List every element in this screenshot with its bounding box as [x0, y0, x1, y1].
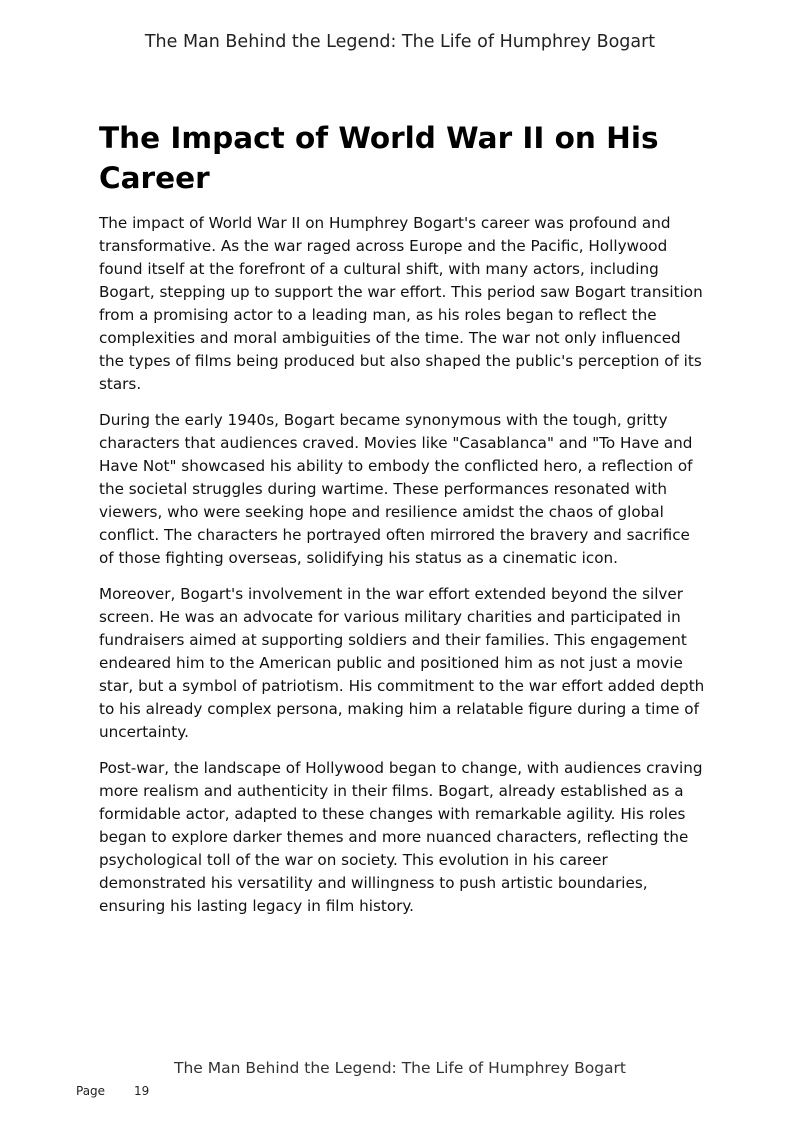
page-label: Page: [76, 1084, 106, 1098]
paragraph-3: Moreover, Bogart's involvement in the war effort extended beyond the silver screen. He was an advocate for various military charities and participated in fundraisers aimed at supporting soldiers and their families. This engagement endeared him to the American public and positioned him as not just a movie star, but a symbol of patriotism. His commitment to the war effort added depth to his already complex persona, making him a relatable figure during a time of uncertainty.: [99, 585, 705, 741]
paragraph-2: During the early 1940s, Bogart became synonymous with the tough, gritty characters that audiences craved. Movies like "Casablanca" and "To Have and Have Not" showcased his ability to embody the conflicted hero, a reflection of the societal struggles during wartime. These performances resonated with viewers, who were seeking hope and resilience amidst the chaos of global conflict. The characters he portrayed often mirrored the bravery and sacrifice of those fighting overseas, solidifying his status as a cinematic icon.: [99, 411, 693, 567]
running-header: The Man Behind the Legend: The Life of Humphrey Bogart: [144, 32, 656, 52]
paragraph-1: The impact of World War II on Humphrey Bogart's career was profound and transformative. As the war raged across Europe and the Pacific, Hollywood found itself at the forefront of a cultural shift, with many actors, including Bogart, stepping up to support the war effort. This period saw Bogart transition from a promising actor to a leading man, as his roles began to reflect the complexities and moral ambiguities of the time. The war not only influenced the types of films being produced but also shaped the public's perception of its stars.: [99, 214, 703, 393]
page-number: 19: [134, 1084, 150, 1098]
chapter-body: [99, 212, 709, 931]
running-footer: The Man Behind the Legend: The Life of Humphrey Bogart: [173, 1059, 626, 1077]
paragraph-4: Post-war, the landscape of Hollywood began to change, with audiences craving more realism and authenticity in their films. Bogart, already established as a formidable actor, adapted to these changes with remarkable agility. His roles began to explore darker themes and more nuanced characters, reflecting the psychological toll of the war on society. This evolution in his career demonstrated his versatility and willingness to push artistic boundaries, ensuring his lasting legacy in film history.: [99, 759, 703, 915]
chapter-title: The Impact of World War II on His Career: [99, 121, 659, 195]
